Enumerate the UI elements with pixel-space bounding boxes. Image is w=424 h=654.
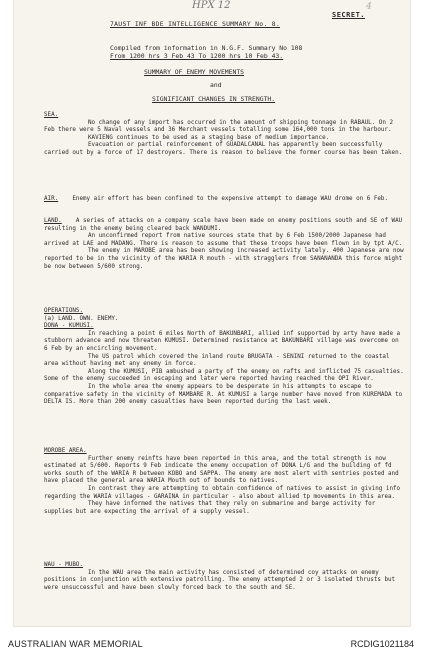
compiled-from [110, 44, 302, 60]
wau-paragraph-1: In the WAU area the main activity has consisted of determined coy attacks on enemy positions in conjunction with extensive patrolling. The enemy attempted 2 or 3 isolated thrusts but were unsuccessful and have been slowly forced back to the south and SE. [44, 569, 396, 591]
operations-section [44, 308, 404, 407]
air-paragraph [44, 196, 404, 204]
operations-subheading: (a) LAND. OWN. ENEMY. [44, 315, 119, 322]
land-section [44, 218, 404, 271]
document-title: 7AUST INF BDE INTELLIGENCE SUMMARY No. 8. [110, 20, 281, 28]
dona-paragraph-2: The US patrol which covered the inland route BRUGATA - SENINI returned to the coastal area without having met any enemy in force. [44, 353, 390, 368]
document-page [14, 0, 410, 626]
dona-paragraph-1: In reaching a point 6 miles North of BAKUNBARI, allied inf supported by arty have made a stubborn advance and now threaten KUMUSI. Determined resistance at BAKUNBARI village was overcome on 6 Feb by an encircling movement. [44, 330, 401, 352]
land-text-1: A series of attacks on a company scale have been made on enemy positions south and SE of WAU resulting in the enemy being cleared back WANDUMI. [44, 218, 403, 232]
significant-changes-heading: SIGNIFICANT CHANGES IN STRENGTH. [152, 95, 276, 103]
sea-paragraph-2: KAVIENG continues to be used as a staging base of medium importance. [88, 134, 330, 141]
morobe-paragraph-2: In contrast they are attempting to obtain confidence of natives to assist in giving info regarding the WARIA villages - GARAINA in particular - also about allied tp movements in this area. [44, 485, 401, 500]
handwritten-reference: HPX 12 [192, 0, 231, 11]
air-heading: AIR. [44, 196, 59, 202]
sea-paragraph-3: Evacuation or partial reinforcement of GUADALCANAL has apparently been successfully carried out by a force of 17 destroyers. There is reason to believe the former course has been taken. [44, 142, 403, 156]
summary-heading: SUMMARY OF ENEMY MOVEMENTS [144, 68, 245, 76]
morobe-section [44, 448, 404, 516]
archive-footer [0, 634, 424, 654]
classification-label: SECRET. [332, 11, 366, 19]
compiled-line-1: Compiled from information in N.G.F. Summary No 108 [110, 44, 303, 52]
archive-name: AUSTRALIAN WAR MEMORIAL [8, 639, 143, 649]
air-section [44, 196, 404, 204]
sea-heading: SEA. [44, 112, 59, 118]
morobe-paragraph-3: They have informed the natives that they rely on submarine and barge activity for supplies but are expecting the arrival of a supply vessel. [44, 501, 376, 515]
land-paragraph-3: The enemy in MAROBE area has been showing increased activity lately. 400 Japanese are now reported to be in the vicinity of the WARIA R mouth - with stragglers from SANANANDA this force might be now between 5/600 strong. [44, 248, 404, 270]
wau-mubo-heading: WAU - MUBO. [44, 562, 84, 568]
land-heading: LAND. [44, 218, 62, 224]
dona-paragraph-3: Along the KUMUSI, PIB ambushed a party of the enemy on rafts and inflicted 75 casualties. Some of the enemy succeeded in escaping and later were reported having reached the OPI River. [44, 368, 404, 383]
sea-paragraph-1: No change of any import has occurred in the amount of shipping tonnage in RABAUL. On 2 Feb there were 5 Naval vessels and 36 Merchant vessels totalling some 164,000 tons in the harbour. [44, 119, 393, 134]
land-paragraph-2: An unconfirmed report from native sources state that by 6 Feb 1500/2000 Japanese had arrived at LAE and MADANG. There is reason to assume that these troops have been flown in by tpt A/C. [44, 233, 403, 247]
dona-paragraph-4: In the whole area the enemy appears to be desperate in his attempts to escape to comparative safety in the vicinity of MAMBARE R. At KUMUSI a large number have moved from KUREMADA to DELTA IS. More than 200 enemy casualties have been reported during the last week. [44, 383, 403, 406]
land-paragraph-1 [44, 218, 404, 233]
morobe-paragraph-1: Further enemy reinfts have been reported in this area, and the total strength is now estimated at 5/600. Reports 9 Feb indicate the enemy occupation of DONA L/G and the building of fd works south of the WARIA R between KOBO and SAPPA. The enemy are most alert with sentries posted and have placed the general area WARIA Mouth out of bounds to natives. [44, 455, 399, 485]
compiled-line-2: From 1200 hrs 3 Feb 43 To 1200 hrs 10 Feb 43. [110, 52, 284, 60]
and-connector: and [210, 81, 222, 89]
sea-section [44, 112, 404, 158]
handwritten-page-number: 4 [366, 2, 372, 12]
dona-kumusi-heading: DONA - KUMUSI. [44, 323, 94, 330]
wau-section [44, 562, 404, 592]
operations-heading: OPERATIONS. [44, 308, 84, 314]
morobe-heading: MOROBE AREA. [44, 448, 87, 454]
air-text: Enemy air effort has been confined to the expensive attempt to damage WAU drome on 6 Feb. [72, 196, 389, 202]
record-id: RCDIG1021184 [350, 639, 414, 649]
